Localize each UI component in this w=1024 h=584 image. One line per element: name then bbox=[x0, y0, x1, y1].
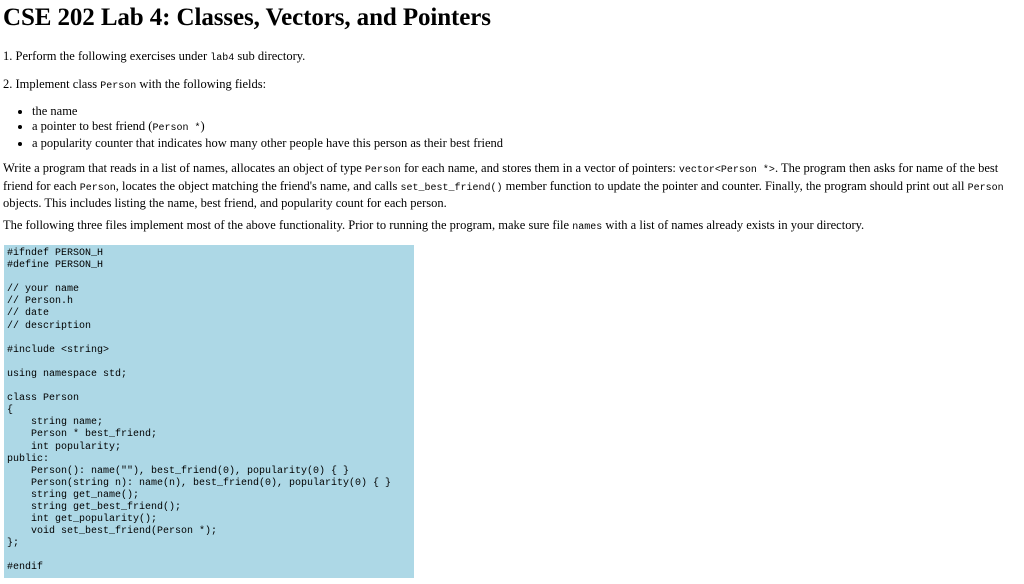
para-text: . The program then asks for name of the best friend for each bbox=[3, 161, 999, 193]
para-text: objects. This includes listing the name, best friend, and popularity count for each person. bbox=[3, 196, 447, 211]
step-2-text-end: with the following fields: bbox=[136, 77, 267, 91]
para-text: , locates the object matching the friend's name, and calls bbox=[115, 178, 401, 193]
person-header-code: #ifndef PERSON_H #define PERSON_H // your name // Person.h // date // description #include <string> using namespace std; class Person { string name; Person * best_friend; int popularity; public: Person(): name(""), best_friend(0), popularity(0) { } Person(string n): name(n), best_friend(0), popularity(0) { } string get_name(); string get_best_friend(); int get_popularity(); void set_best_friend(Person *); }; #endif bbox=[7, 248, 392, 574]
step-2-text: 2. Implement class bbox=[3, 77, 101, 91]
step-1-dir: lab4 bbox=[210, 53, 235, 64]
step-1-text: 1. Perform the following exercises under bbox=[3, 49, 211, 63]
files-code: names bbox=[572, 222, 603, 233]
field-popularity-text: a popularity counter that indicates how many other people have this person as their best friend bbox=[32, 136, 504, 150]
para-text: Write a program that reads in a list of names, allocates an object of type bbox=[3, 161, 365, 175]
para-code: Person bbox=[79, 182, 116, 194]
list-item bbox=[32, 136, 503, 151]
list-item bbox=[32, 104, 503, 119]
description-paragraph bbox=[3, 161, 1024, 211]
list-item bbox=[32, 119, 503, 137]
step-1-text-end: sub directory. bbox=[234, 49, 306, 63]
para-text: for each name, and stores them in a vector of pointers: bbox=[400, 161, 679, 175]
field-pointer-text: a pointer to best friend ( bbox=[32, 118, 153, 133]
para-code: set_best_friend() bbox=[400, 182, 503, 194]
para-code: Person bbox=[364, 165, 401, 176]
files-paragraph bbox=[3, 218, 864, 235]
step-2-class: Person bbox=[100, 81, 137, 92]
fields-list bbox=[3, 104, 503, 151]
para-text: member function to update the pointer and counter. Finally, the program should print out all bbox=[502, 178, 968, 193]
para-code: Person bbox=[967, 182, 1004, 194]
files-text: The following three files implement most of the above functionality. Prior to running the program, make sure file bbox=[3, 218, 573, 232]
code-block bbox=[4, 245, 414, 578]
para-code: vector<Person *> bbox=[678, 165, 775, 176]
field-pointer-text-end: ) bbox=[200, 118, 205, 133]
files-text-end: with a list of names already exists in your directory. bbox=[602, 218, 865, 232]
field-name-text: the name bbox=[32, 104, 78, 118]
step-2 bbox=[3, 77, 266, 94]
field-pointer-code: Person * bbox=[152, 122, 201, 134]
page-title: CSE 202 Lab 4: Classes, Vectors, and Pointers bbox=[3, 4, 491, 31]
step-1 bbox=[3, 49, 305, 66]
